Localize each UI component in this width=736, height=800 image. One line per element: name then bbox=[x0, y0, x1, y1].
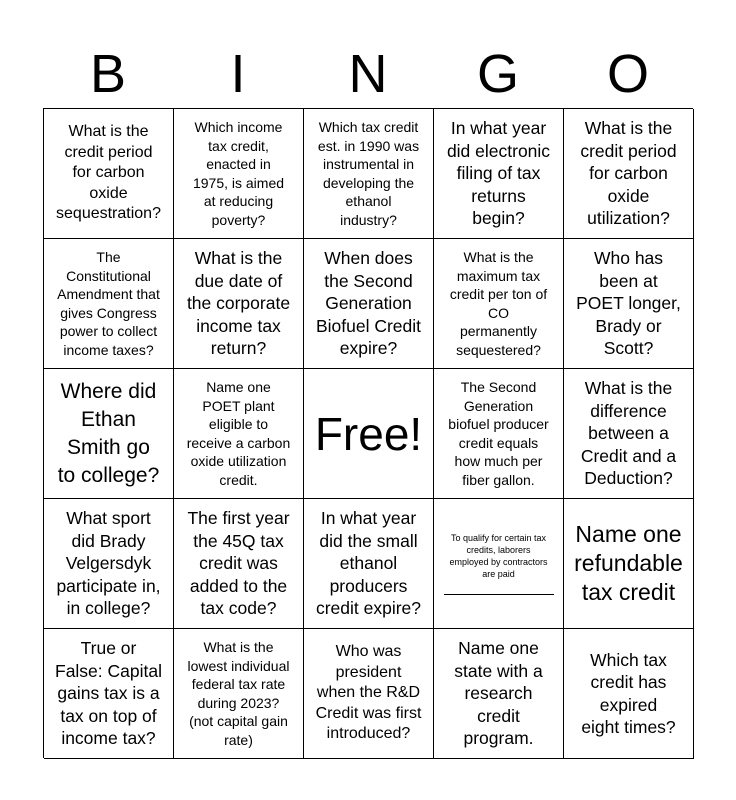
bingo-cell-g2[interactable] bbox=[434, 239, 564, 369]
cell-text: What is the difference between a Credit and a Deduction? bbox=[580, 378, 677, 489]
title-letter-i: I bbox=[230, 44, 246, 104]
cell-text: In what year did electronic filing of tax returns begin? bbox=[446, 118, 551, 229]
bingo-cell-g4[interactable] bbox=[434, 499, 564, 629]
cell-text: Name one refundable tax credit bbox=[574, 521, 683, 605]
bingo-title bbox=[43, 40, 693, 108]
cell-text: The Second Generation biofuel producer credit equals how much per fiber gallon. bbox=[448, 379, 549, 488]
bingo-cell-b4[interactable] bbox=[44, 499, 174, 629]
bingo-cell-g3[interactable] bbox=[434, 369, 564, 499]
cell-text: The first year the 45Q tax credit was added to the tax code? bbox=[187, 508, 290, 619]
cell-text: What is the maximum tax credit per ton of CO permanently sequestered? bbox=[449, 249, 548, 358]
cell-text: What is the credit period for carbon oxide utilization? bbox=[580, 118, 677, 229]
cell-text: Name one state with a research credit program. bbox=[454, 638, 543, 749]
cell-text: Which income tax credit, enacted in 1975, is aimed at reducing poverty? bbox=[192, 119, 285, 228]
bingo-cell-o3[interactable] bbox=[564, 369, 694, 499]
bingo-cell-o1[interactable] bbox=[564, 109, 694, 239]
bingo-cell-b5[interactable] bbox=[44, 629, 174, 759]
fill-in-blank-question bbox=[444, 532, 554, 595]
cell-text: When does the Second Generation Biofuel Credit expire? bbox=[315, 248, 422, 359]
bingo-cell-o4[interactable] bbox=[564, 499, 694, 629]
cell-text: Which tax credit est. in 1990 was instrumental in developing the ethanol industry? bbox=[317, 119, 420, 228]
cell-text: What is the due date of the corporate income tax return? bbox=[186, 248, 291, 359]
bingo-cell-n2[interactable] bbox=[304, 239, 434, 369]
cell-text: What sport did Brady Velgersdyk participate in, in college? bbox=[56, 508, 161, 619]
bingo-cell-g1[interactable] bbox=[434, 109, 564, 239]
title-letter-b: B bbox=[89, 44, 127, 104]
cell-text: Who has been at POET longer, Brady or Scott? bbox=[576, 248, 681, 359]
answer-blank-line bbox=[444, 594, 554, 595]
title-letter-o: O bbox=[606, 44, 649, 104]
bingo-cell-b2[interactable] bbox=[44, 239, 174, 369]
cell-text: Name one POET plant eligible to receive a carbon oxide utilization credit. bbox=[186, 379, 291, 488]
bingo-cell-b1[interactable] bbox=[44, 109, 174, 239]
bingo-cell-i1[interactable] bbox=[174, 109, 304, 239]
bingo-cell-n5[interactable] bbox=[304, 629, 434, 759]
bingo-cell-i2[interactable] bbox=[174, 239, 304, 369]
bingo-cell-i5[interactable] bbox=[174, 629, 304, 759]
title-letter-g: G bbox=[476, 44, 519, 104]
bingo-cell-i3[interactable] bbox=[174, 369, 304, 499]
cell-text: What is the credit period for carbon oxide sequestration? bbox=[56, 123, 161, 223]
title-letter-n: N bbox=[348, 44, 388, 104]
free-space-text: Free! bbox=[314, 407, 423, 460]
cell-text: Where did Ethan Smith go to college? bbox=[57, 379, 160, 487]
bingo-cell-g5[interactable] bbox=[434, 629, 564, 759]
bingo-cell-o2[interactable] bbox=[564, 239, 694, 369]
cell-text: Which tax credit has expired eight times? bbox=[581, 649, 676, 737]
cell-text: True or False: Capital gains tax is a tax on top of income tax? bbox=[55, 638, 162, 749]
cell-text: The Constitutional Amendment that gives Congress power to collect income taxes? bbox=[57, 249, 160, 358]
bingo-cell-i4[interactable] bbox=[174, 499, 304, 629]
free-space-cell[interactable] bbox=[304, 369, 434, 499]
bingo-board bbox=[43, 108, 693, 758]
cell-text: In what year did the small ethanol producers credit expire? bbox=[315, 508, 422, 619]
bingo-cell-b3[interactable] bbox=[44, 369, 174, 499]
cell-text: What is the lowest individual federal tax rate during 2023? (not capital gain rate) bbox=[187, 639, 290, 748]
cell-text: Who was president when the R&D Credit was first introduced? bbox=[315, 643, 422, 743]
cell-text: To qualify for certain tax credits, laborers employed by contractors are paid bbox=[449, 533, 548, 579]
bingo-cell-n1[interactable] bbox=[304, 109, 434, 239]
bingo-cell-o5[interactable] bbox=[564, 629, 694, 759]
bingo-cell-n4[interactable] bbox=[304, 499, 434, 629]
